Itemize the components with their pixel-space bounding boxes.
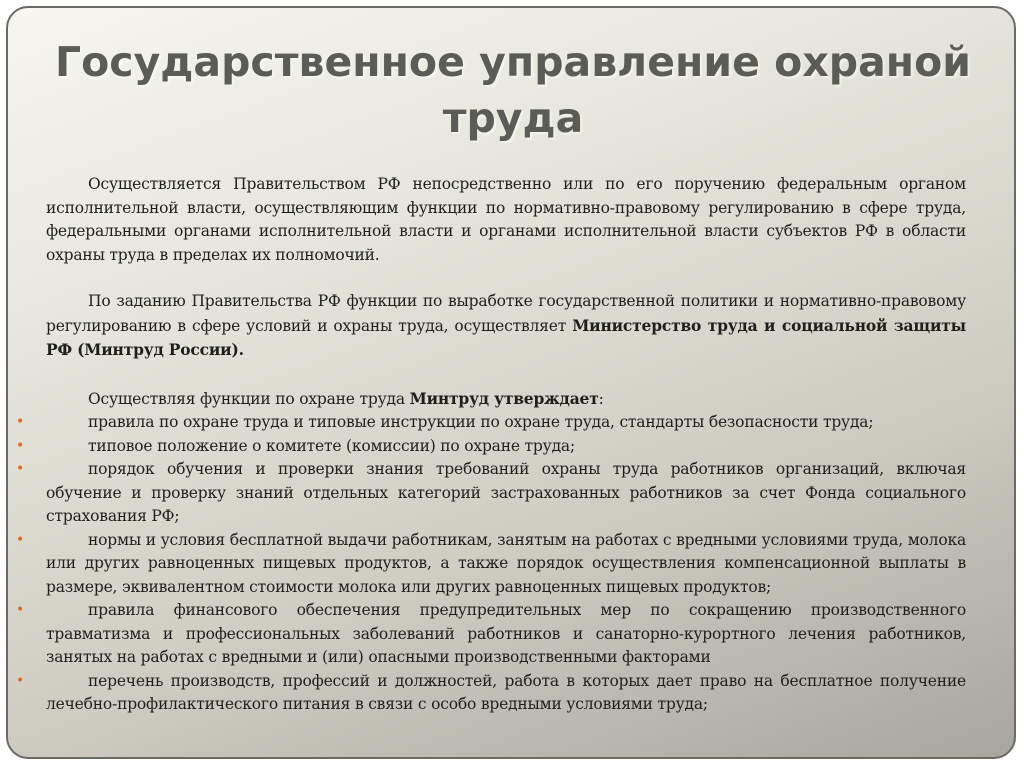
list-item-text: порядок обучения и проверки знания требований охраны труда работников организаций, включая обучение и проверку знаний отдельных категорий застрахованных работников за счет Фонда социального страхования РФ; [46,460,966,525]
paragraph-ministry-text: По заданию Правительства РФ функции по выработке государственной политики и нормативно-правовому регулированию в сфере условий и охраны труда, осуществляет [46,292,966,335]
ministry-name: Министерство труда и социальной защиты РФ (Минтруд России). [46,315,966,359]
bullet-icon: • [16,414,25,430]
list-item-text: нормы и условия бесплатной выдачи работникам, занятым на работах с вредными условиями труда, молока или других равноценных пищевых продуктов, а также порядок осуществления компенсационной выплаты в размере, эквивалентном стоимости молока или других равноценных пищевых продуктов; [46,530,966,596]
slide-title: Государственное управление охраной труда [54,38,971,142]
list-item [16,529,966,600]
list-item-text: правила финансового обеспечения предупредительных мер по сокращению производственного травматизма и профессиональных заболеваний работников и санаторно-курортного лечения работников, занятых на работах с вредными и (или) опасными производственными факторами [46,601,966,666]
functions-lead-colon: : [598,389,604,408]
list-item-text: типовое положение о комитете (комиссии) по охране труда; [88,436,575,455]
list-item-text: правила по охране труда и типовые инструкции по охране труда, стандарты безопасности труда; [88,413,874,431]
list-item-text: перечень производств, профессий и должностей, работа в которых дает право на бесплатное получение лечебно-профилактического питания в связи с особо вредными условиями труда; [46,671,966,713]
bullet-icon: • [16,672,25,689]
paragraph-ministry [46,290,966,363]
mintrud-approves: Минтруд утверждает [409,388,599,408]
slide-body [16,173,966,717]
slide [6,6,1016,759]
list-item [16,435,966,459]
bullet-icon: • [16,437,25,454]
list-item [16,599,966,670]
list-item [16,411,966,435]
functions-lead-text: Осуществляя функции по охране труда [88,389,410,408]
approvals-list [16,411,966,717]
bullet-icon: • [16,461,25,477]
bullet-icon: • [16,531,25,548]
list-item [16,458,966,529]
paragraph-functions-lead [46,387,966,412]
bullet-icon: • [16,602,25,618]
paragraph-government: Осуществляется Правительством РФ непосредственно или по его поручению федеральным органом исполнительной власти, осуществляющим функции по нормативно-правовому регулированию в сфере труда, федеральными органами исполнительной власти и органами исполнительной власти субъектов РФ в области охраны труда в пределах их полномочий. [46,175,966,264]
list-item [16,670,966,717]
